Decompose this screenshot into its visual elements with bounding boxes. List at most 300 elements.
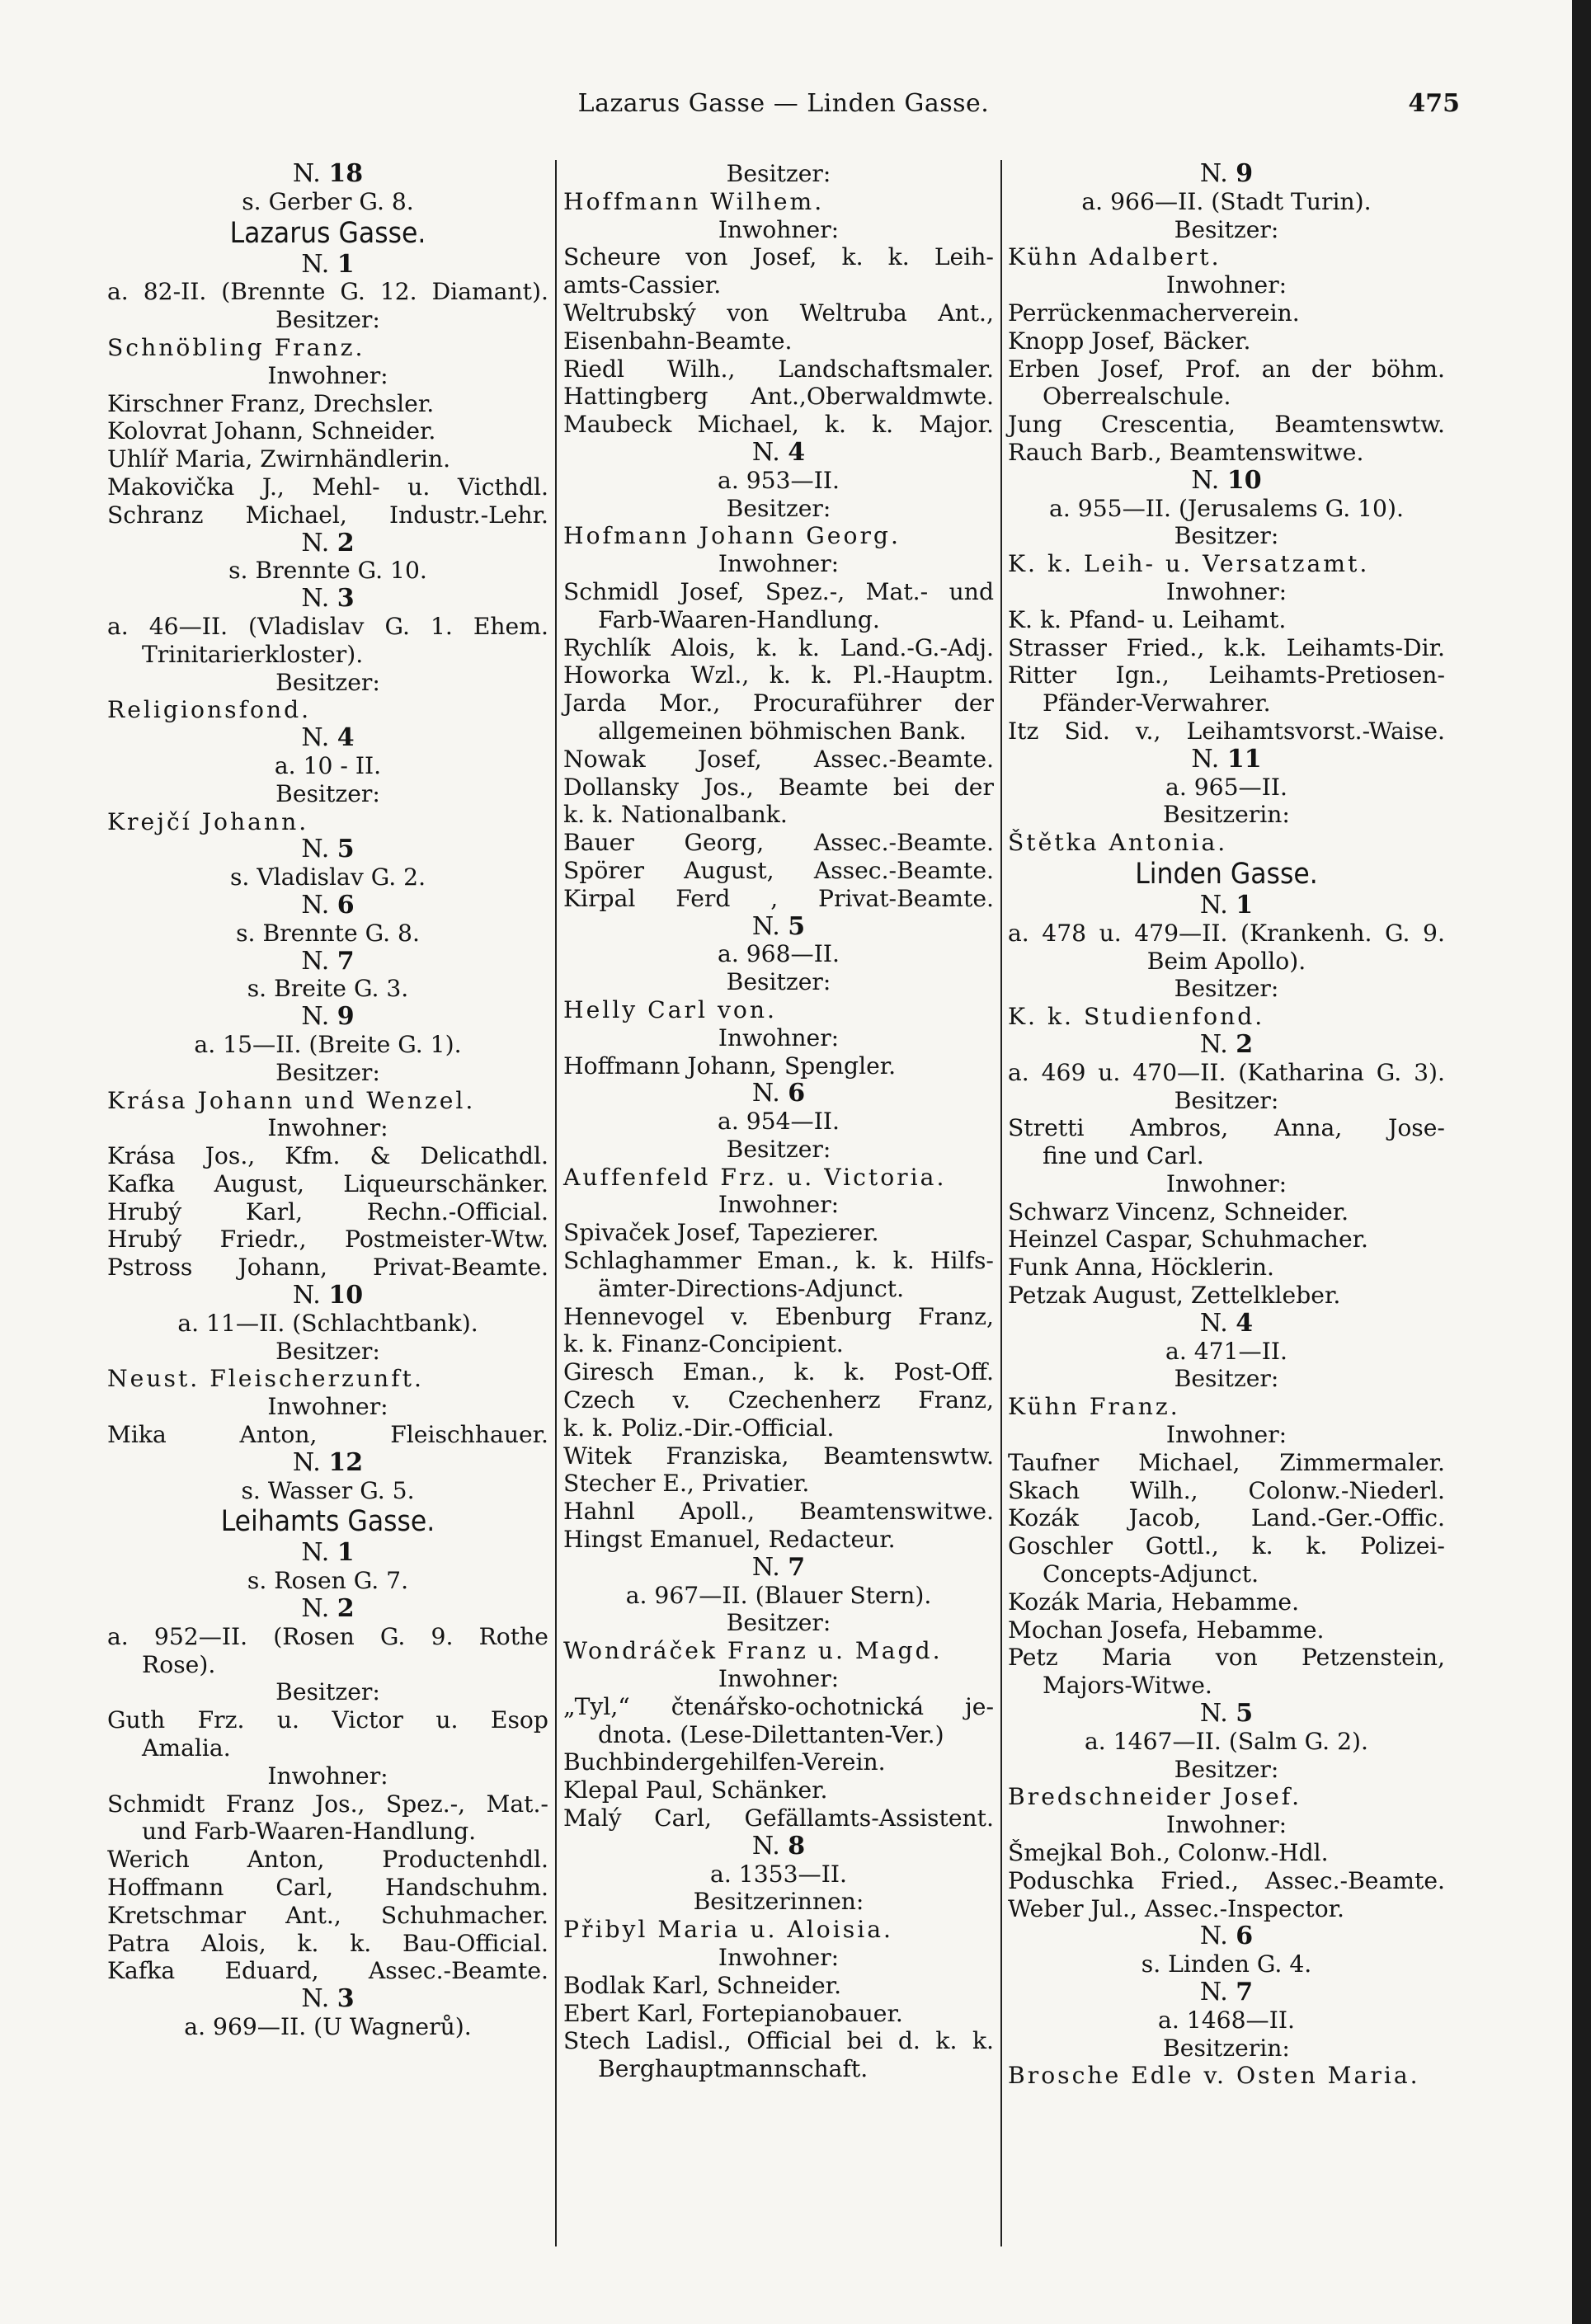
resident-line [1008,634,1445,662]
resident-line [563,774,994,802]
line-text: Besitzer: [1174,975,1279,1003]
line-text: Bodlak Karl, Schneider. [563,1971,842,1999]
number-prefix: N. [751,1552,788,1582]
line-text: fine und Carl. [1043,1142,1204,1170]
line-text: a. 82-II. (Brennte G. 12. Diamant). [107,278,548,306]
resident-line [563,885,994,913]
house-number [1008,891,1445,920]
centered-line [563,968,994,996]
number-value: 2 [1236,1029,1254,1059]
number-value: 6 [1236,1922,1254,1951]
house-number [107,529,548,557]
directory-column-2 [563,160,994,2083]
resident-line [107,1623,548,1651]
resident-line [563,1358,994,1386]
line-text: Štětka Antonia. [1008,829,1228,857]
centered-line [107,975,548,1003]
continuation-line [107,1734,548,1762]
line-text: Brosche Edle v. Osten Maria. [1008,2062,1420,2090]
number-value: 3 [337,584,355,614]
centered-line [107,362,548,390]
line-text: Dollansky Jos., Beamte bei der [563,773,994,801]
centered-line [107,752,548,780]
line-text: Inwohner: [718,1665,840,1693]
line-text: Czech v. Czechenherz Franz, [563,1386,994,1414]
resident-line [107,501,548,529]
resident-line [107,417,548,445]
line-text: Inwohner: [718,1023,840,1051]
resident-line [563,1748,994,1776]
owner-line [1008,550,1445,578]
continuation-line [107,1651,548,1679]
centered-line [1008,1756,1445,1784]
resident-line [1008,1059,1445,1087]
resident-line [1008,1504,1445,1532]
number-prefix: N. [1199,159,1236,188]
line-text: Auffenfeld Frz. u. Victoria. [563,1163,947,1191]
resident-line [1008,411,1445,439]
line-text: k. k. Nationalbank. [563,801,788,829]
directory-column-3 [1008,160,1445,2090]
line-text: Petzak August, Zettelkleber. [1008,1282,1341,1310]
number-prefix: N. [301,1538,337,1568]
number-value: 5 [337,835,355,864]
continuation-line [1008,1560,1445,1588]
resident-line [563,1052,994,1080]
line-text: Stecher E., Privatier. [563,1470,810,1498]
street-heading [107,216,548,251]
resident-line [107,1226,548,1254]
number-value: 4 [337,723,355,753]
line-text: a. 471—II. [1165,1337,1287,1365]
line-text: Stretti Ambros, Anna, Jose- [1008,1114,1445,1142]
resident-line [563,1972,994,2000]
line-text: Poduschka Fried., Assec.-Beamte. [1008,1866,1445,1894]
resident-line [107,445,548,473]
line-text: Witek Franziska, Beamtenswtw. [563,1442,994,1470]
number-value: 8 [788,1831,806,1861]
line-text: Hrubý Karl, Rechn.-Official. [107,1197,548,1226]
centered-line [1008,774,1445,802]
page-number: 475 [1408,89,1460,118]
number-value: 12 [328,1447,364,1477]
resident-line [1008,327,1445,355]
line-text: Besitzer: [275,1678,380,1706]
resident-line [563,299,994,327]
house-number [107,251,548,279]
line-text: Knopp Josef, Bäcker. [1008,327,1251,355]
line-text: Pstross Johann, Privat-Beamte. [107,1254,548,1282]
line-text: Linden Gasse. [1135,857,1318,891]
number-prefix: N. [1199,1978,1236,2006]
house-number [107,1539,548,1567]
number-prefix: N. [301,723,337,753]
owner-line [107,334,548,362]
line-text: Kolovrat Johann, Schneider. [107,417,436,445]
line-text: Nowak Josef, Assec.-Beamte. [563,745,994,773]
number-prefix: N. [292,1281,329,1310]
line-text: a. 954—II. [718,1108,840,1136]
number-value: 1 [337,249,355,279]
line-text: a. 1468—II. [1158,2006,1295,2034]
line-text: Buchbindergehilfen-Verein. [563,1748,886,1776]
number-prefix: N. [301,528,337,557]
centered-line [563,467,994,495]
line-text: Bredschneider Josef. [1008,1783,1302,1811]
line-text: Kirpal Ferd , Privat-Beamte. [563,884,994,912]
house-number [563,913,994,941]
line-text: Hattingberg Ant.,Oberwaldmwte. [563,383,994,411]
line-text: Schlaghammer Eman., k. k. Hilfs- [563,1247,994,1275]
number-prefix: N. [751,911,788,941]
resident-line [107,1874,548,1902]
centered-line [107,1310,548,1338]
centered-line [107,1393,548,1421]
line-text: Goschler Gottl., k. k. Polizei- [1008,1532,1445,1560]
resident-line [1008,1839,1445,1867]
resident-line [563,1470,994,1498]
centered-line [1008,2006,1445,2035]
owner-line [563,996,994,1024]
line-text: Spörer August, Assec.-Beamte. [563,856,994,884]
centered-line [1008,1811,1445,1839]
line-text: s. Vladislav G. 2. [229,863,426,891]
line-text: a. 469 u. 470—II. (Katharina G. 3). [1008,1058,1445,1086]
line-text: Inwohner: [718,1191,840,1219]
centered-line [563,940,994,968]
line-text: Schmidl Josef, Spez.-, Mat.- und [563,577,994,605]
centered-line [107,1762,548,1790]
centered-line [1008,2035,1445,2063]
resident-line [563,1247,994,1275]
resident-line [1008,1254,1445,1282]
centered-line [563,1024,994,1052]
centered-line [563,1861,994,1889]
centered-line [563,160,994,188]
number-value: 1 [337,1538,355,1568]
resident-line [563,2027,994,2055]
line-text: Besitzerin: [1163,801,1290,829]
line-text: Kafka Eduard, Assec.-Beamte. [107,1957,548,1985]
centered-line [563,495,994,523]
continuation-line [563,1275,994,1303]
line-text: Inwohner: [267,361,388,389]
centered-line [1008,948,1445,976]
resident-line [1008,1895,1445,1923]
resident-line [1008,920,1445,948]
centered-line [107,557,548,585]
resident-line [107,1706,548,1734]
centered-line [563,1665,994,1693]
line-text: Ebert Karl, Fortepianobauer. [563,1999,903,2027]
house-number [1008,1922,1445,1950]
continuation-line [1008,1142,1445,1170]
line-text: Ritter Ign., Leihamts-Pretiosen- [1008,661,1445,689]
line-text: Rychlík Alois, k. k. Land.-G.-Adj. [563,633,994,661]
continuation-line [107,1818,548,1846]
centered-line [1008,216,1445,244]
number-prefix: N. [301,835,337,864]
house-number [107,1985,548,2013]
line-text: k. k. Finanz-Concipient. [563,1330,844,1358]
centered-line [563,550,994,578]
line-text: Inwohner: [718,1944,840,1971]
line-text: Lazarus Gasse. [229,216,426,250]
number-prefix: N. [292,159,329,188]
continuation-line [563,606,994,634]
line-text: Giresch Eman., k. k. Post-Off. [563,1358,994,1386]
resident-line [563,578,994,606]
number-prefix: N. [751,1831,788,1861]
line-text: s. Wasser G. 5. [241,1476,415,1504]
line-text: Rose). [142,1650,216,1678]
line-text: Inwohner: [267,1762,388,1790]
resident-line [107,1142,548,1170]
line-text: Inwohner: [267,1393,388,1421]
resident-line [563,383,994,411]
line-text: Kretschmar Ant., Schuhmacher. [107,1901,548,1929]
line-text: Helly Carl von. [563,995,778,1023]
number-value: 7 [788,1552,806,1582]
number-value: 6 [788,1079,806,1108]
resident-line [1008,1588,1445,1616]
owner-line [1008,829,1445,857]
line-text: Guth Frz. u. Victor u. Esop [107,1706,548,1734]
line-text: K. k. Pfand- u. Leihamt. [1008,605,1287,633]
number-value: 9 [337,1002,355,1032]
number-prefix: N. [1199,1029,1236,1059]
centered-line [107,1678,548,1706]
line-text: Trinitarierkloster). [142,640,364,668]
line-text: und Farb-Waaren-Handlung. [142,1818,477,1846]
line-text: Berghauptmannschaft. [598,2055,868,2083]
line-text: Hennevogel v. Ebenburg Franz, [563,1302,994,1330]
line-text: Besitzer: [275,668,380,696]
line-text: Krejčí Johann. [107,807,309,835]
line-text: Itz Sid. v., Leihamtsvorst.-Waise. [1008,717,1445,745]
line-text: Besitzer: [1174,215,1279,243]
house-number [1008,746,1445,774]
number-prefix: N. [751,1079,788,1108]
line-text: Maubeck Michael, k. k. Major. [563,411,994,439]
line-text: Hoffmann Carl, Handschuhm. [107,1874,548,1902]
line-text: Besitzer: [1174,1086,1279,1114]
running-title: Lazarus Gasse — Linden Gasse. [577,89,990,118]
house-number [1008,1310,1445,1338]
continuation-line [107,641,548,669]
line-text: a. 953—II. [718,466,840,494]
centered-line [563,1582,994,1610]
number-value: 5 [1236,1699,1254,1729]
line-text: Hrubý Friedr., Postmeister-Wtw. [107,1226,548,1254]
line-text: Schranz Michael, Industr.-Lehr. [107,501,548,529]
centered-line [563,1136,994,1164]
line-text: Inwohner: [1165,577,1287,605]
centered-line [1008,801,1445,829]
resident-line [563,1414,994,1442]
number-value: 4 [788,437,806,467]
line-text: Weltrubský von Weltruba Ant., [563,299,994,327]
centered-line [107,306,548,334]
line-text: Besitzer: [726,1135,831,1163]
line-text: Besitzer: [275,1337,380,1365]
resident-line [1008,661,1445,689]
line-text: a. 10 - II. [274,751,382,779]
house-number [107,1282,548,1310]
line-text: Patra Alois, k. k. Bau-Official. [107,1929,548,1957]
centered-line [563,1191,994,1219]
line-text: „Tyl,“ čtenářsko-ochotnická je- [563,1692,994,1720]
resident-line [1008,1644,1445,1672]
house-number [1008,1978,1445,2006]
number-prefix: N. [301,1984,337,2014]
resident-line [563,634,994,662]
centered-line [1008,1728,1445,1756]
line-text: Šmejkal Boh., Colonw.-Hdl. [1008,1839,1329,1867]
line-text: Eisenbahn-Beamte. [563,327,793,355]
number-prefix: N. [1199,890,1236,920]
resident-line [1008,1198,1445,1226]
owner-line [563,1164,994,1192]
line-text: Besitzer: [726,968,831,996]
house-number [1008,467,1445,495]
resident-line [107,390,548,418]
resident-line [563,1386,994,1414]
line-text: Taufner Michael, Zimmermaler. [1008,1448,1445,1476]
street-heading [1008,857,1445,891]
centered-line [1008,578,1445,606]
house-number [1008,160,1445,188]
line-text: Kozák Maria, Hebamme. [1008,1588,1300,1616]
house-number [107,1595,548,1623]
resident-line [107,1902,548,1930]
line-text: Besitzer: [1174,1365,1279,1393]
number-prefix: N. [301,890,337,920]
line-text: Hofmann Johann Georg. [563,522,901,550]
resident-line [563,661,994,689]
line-text: Inwohner: [1165,1169,1287,1197]
line-text: Majors-Witwe. [1043,1672,1212,1700]
number-prefix: N. [1191,744,1227,774]
centered-line [1008,522,1445,550]
centered-line [1008,1338,1445,1366]
resident-line [1008,355,1445,383]
resident-line [563,801,994,829]
number-value: 10 [328,1281,364,1310]
centered-line [1008,1421,1445,1449]
resident-line [563,1776,994,1804]
centered-line [107,780,548,808]
owner-line [1008,1393,1445,1421]
line-text: Hahnl Apoll., Beamtenswitwe. [563,1498,994,1526]
resident-line [563,1303,994,1331]
line-text: a. 1467—II. (Salm G. 2). [1085,1727,1368,1755]
owner-line [107,696,548,724]
owner-line [1008,1783,1445,1811]
line-text: Kafka August, Liqueurschänker. [107,1169,548,1197]
line-text: Religionsfond. [107,696,312,724]
resident-line [563,243,994,271]
centered-line [563,1609,994,1637]
resident-line [563,2000,994,2028]
line-text: a. 952—II. (Rosen G. 9. Rothe [107,1622,548,1650]
house-number [1008,1700,1445,1728]
resident-line [563,689,994,717]
line-text: Inwohner: [718,215,840,243]
number-prefix: N. [1199,1922,1236,1951]
line-text: Wondráček Franz u. Magd. [563,1637,943,1665]
line-text: Jarda Mor., Procuraführer der [563,689,994,717]
line-text: Mika Anton, Fleischhauer. [107,1421,548,1449]
resident-line [1008,1449,1445,1477]
line-text: Erben Josef, Prof. an der böhm. [1008,355,1445,383]
line-text: Mochan Josefa, Hebamme. [1008,1616,1325,1644]
line-text: k. k. Poliz.-Dir.-Official. [563,1414,835,1442]
centered-line [1008,1365,1445,1393]
line-text: Werich Anton, Productenhdl. [107,1846,548,1874]
number-value: 2 [337,1594,355,1624]
line-text: Riedl Wilh., Landschaftsmaler. [563,355,994,383]
line-text: s. Breite G. 3. [247,975,409,1003]
line-text: Hoffmann Johann, Spengler. [563,1051,897,1080]
resident-line [563,1442,994,1470]
line-text: Petz Maria von Petzenstein, [1008,1644,1445,1672]
line-text: a. 11—II. (Schlachtbank). [177,1309,478,1337]
number-value: 18 [328,159,364,188]
resident-line [1008,1616,1445,1644]
number-prefix: N. [1199,1699,1236,1729]
resident-line [1008,439,1445,467]
centered-line [107,1477,548,1505]
line-text: Besitzer: [275,306,380,334]
number-value: 7 [1236,1978,1254,2006]
centered-line [563,216,994,244]
continuation-line [1008,383,1445,411]
line-text: ämter-Directions-Adjunct. [598,1274,905,1302]
resident-line [1008,1532,1445,1560]
line-text: Hingst Emanuel, Redacteur. [563,1526,896,1554]
line-text: Besitzer: [726,494,831,522]
line-text: s. Rosen G. 7. [247,1567,409,1595]
centered-line [107,920,548,948]
directory-column-1 [107,160,548,2041]
number-prefix: N. [301,1002,337,1032]
line-text: Kozák Jacob, Land.-Ger.-Offic. [1008,1504,1445,1532]
line-text: Schwarz Vincenz, Schneider. [1008,1197,1349,1226]
resident-line [107,1198,548,1226]
resident-line [107,1846,548,1874]
number-value: 5 [788,911,806,941]
line-text: Schnöbling Franz. [107,333,365,361]
owner-line [563,1916,994,1944]
resident-line [563,746,994,774]
line-text: Krása Johann und Wenzel. [107,1086,476,1114]
line-text: Besitzerin: [1163,2034,1290,2062]
line-text: Howorka Wzl., k. k. Pl.-Hauptm. [563,661,994,689]
resident-line [563,1330,994,1358]
line-text: K. k. Studienfond. [1008,1003,1265,1031]
line-text: Besitzer: [726,160,831,187]
house-number [563,1554,994,1582]
owner-line [107,1365,548,1393]
number-value: 1 [1236,890,1254,920]
owner-line [563,188,994,216]
line-text: Skach Wilh., Colonw.-Niederl. [1008,1476,1445,1504]
resident-line [563,1219,994,1247]
number-value: 9 [1236,159,1254,188]
line-text: a. 966—II. (Stadt Turin). [1081,187,1372,215]
resident-line [107,473,548,501]
